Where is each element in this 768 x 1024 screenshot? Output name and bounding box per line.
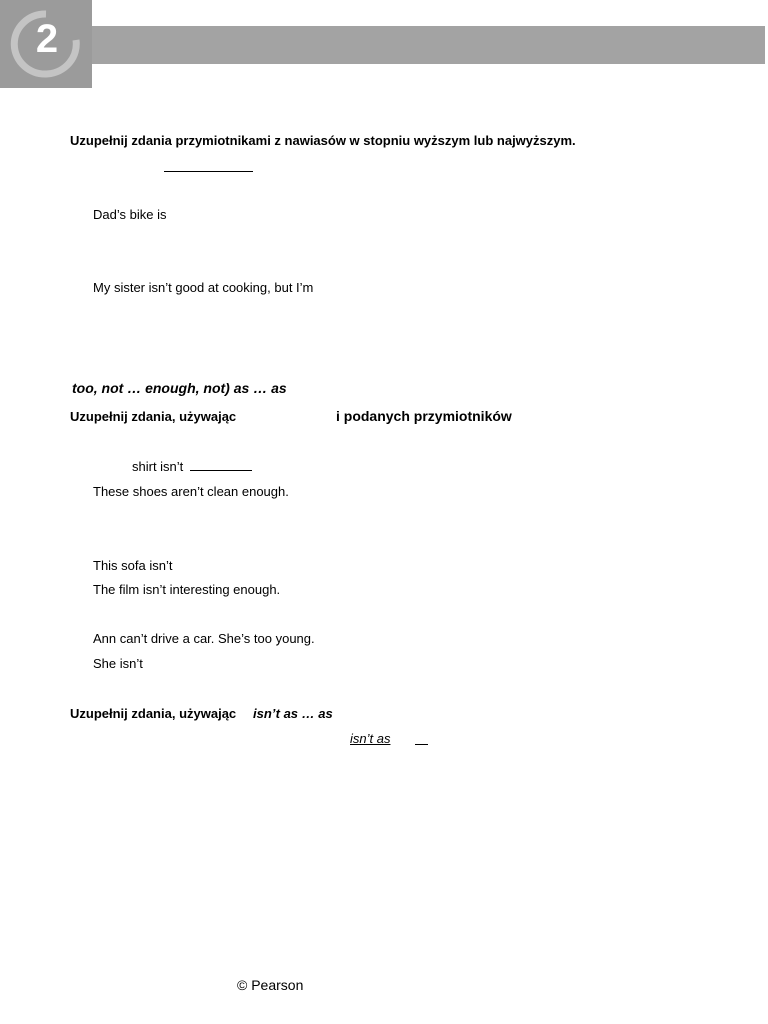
exercise3-structure: isn’t as … as — [253, 706, 333, 721]
unit-number: 2 — [35, 17, 59, 61]
answer-blank-short — [415, 744, 428, 745]
exercise1-sentence-1: Dad’s bike is — [93, 207, 167, 222]
copyright-footer: © Pearson — [237, 977, 304, 993]
exercise2-line-4: Ann can’t drive a car. She’s too young. — [93, 631, 315, 646]
exercise2-line-5: She isn’t — [93, 656, 143, 671]
exercise1-instruction: Uzupełnij zdania przymiotnikami z nawiasów w stopniu wyższym lub najwyższym. — [70, 133, 576, 148]
exercise2-line-2: This sofa isn’t — [93, 558, 173, 573]
unit-badge — [0, 0, 92, 88]
exercise2-structures: too, not … enough, not) as … as — [72, 380, 287, 396]
exercise3-instruction-start: Uzupełnij zdania, używając — [70, 706, 237, 721]
answer-blank — [190, 460, 252, 471]
exercise2-line-3: The film isn’t interesting enough. — [93, 582, 281, 597]
exercise1-sentence-2: My sister isn’t good at cooking, but I’m — [93, 280, 314, 295]
exercise2-line-1: These shoes aren’t clean enough. — [93, 484, 289, 499]
exercise2-instruction-start: Uzupełnij zdania, używając — [70, 409, 237, 424]
exercise3-example-answer: isn’t as — [350, 731, 391, 746]
exercise2-example-text: shirt isn’t — [132, 459, 184, 474]
exercise2-instruction-end: i podanych przymiotników — [336, 408, 512, 424]
example-answer-line — [164, 171, 253, 172]
exercise2-example — [132, 459, 252, 474]
header-bar — [0, 26, 765, 64]
